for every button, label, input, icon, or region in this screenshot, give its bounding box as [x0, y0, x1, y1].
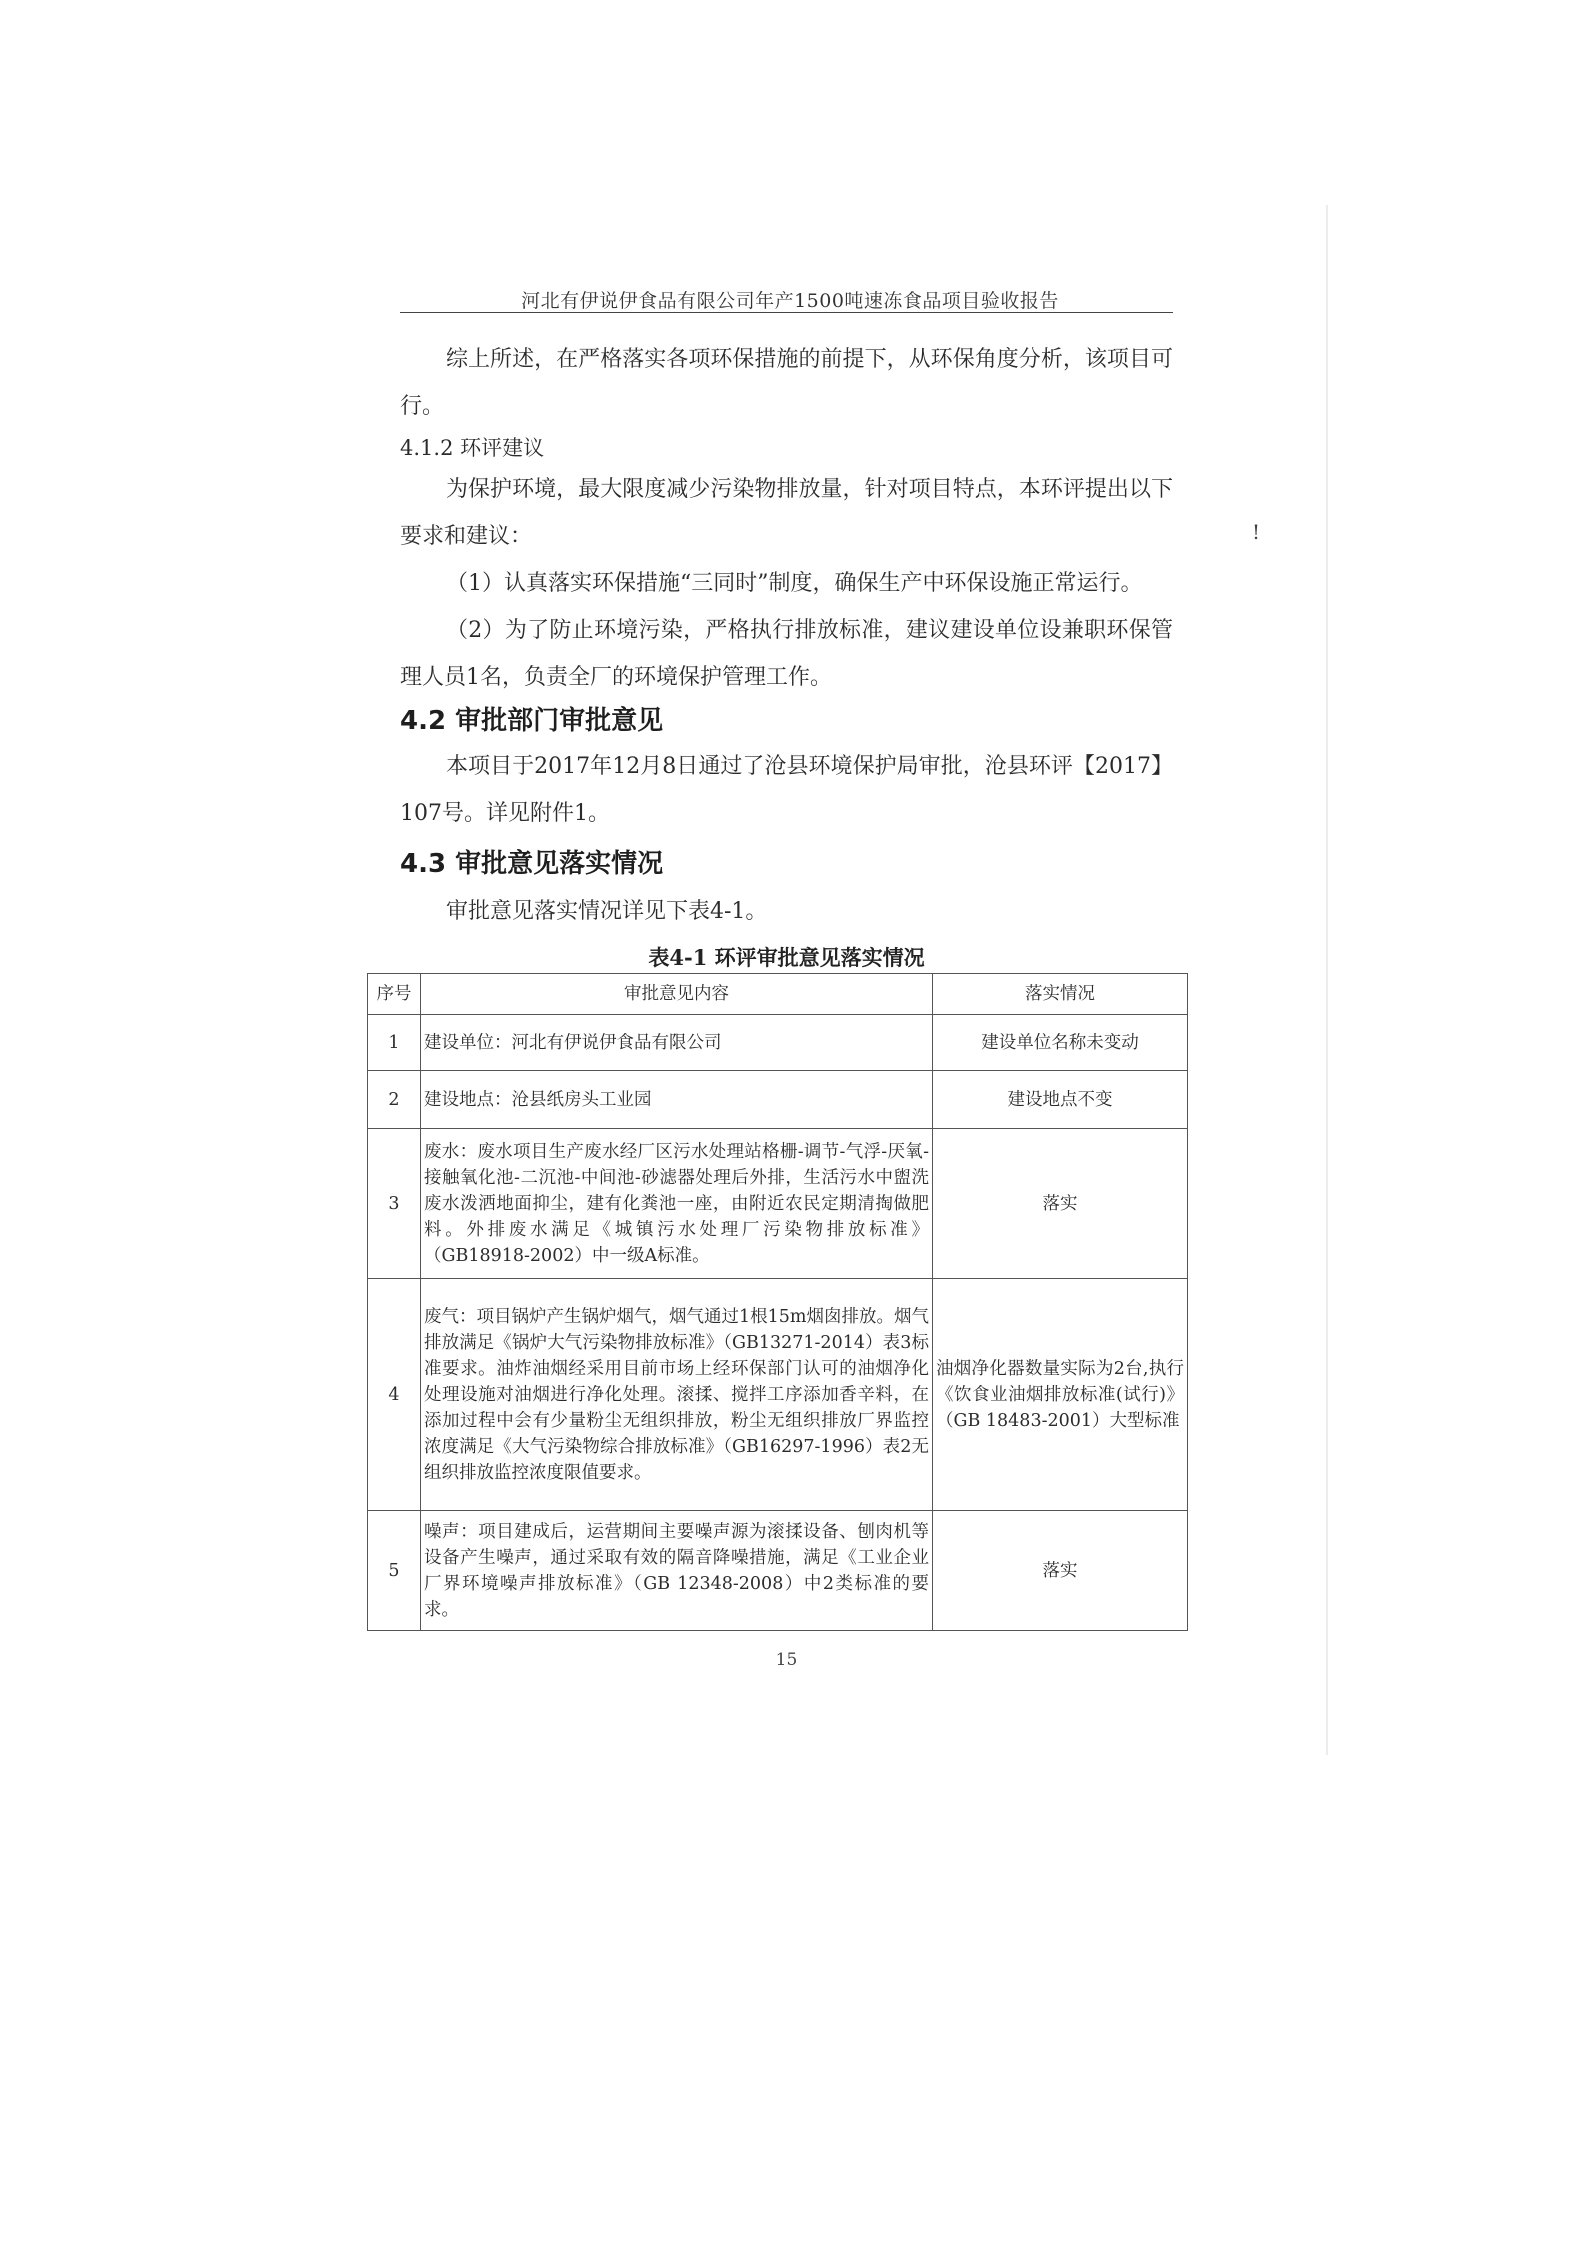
recommendation-item-1: （1）认真落实环保措施“三同时”制度，确保生产中环保设施正常运行。 — [446, 571, 1143, 596]
row-num: 5 — [368, 1511, 421, 1631]
row-status: 落实 — [933, 1129, 1188, 1279]
page-number: 15 — [775, 1650, 798, 1670]
row-content: 建设地点：沧县纸房头工业园 — [421, 1071, 933, 1129]
page-header: 河北有伊说伊食品有限公司年产1500吨速冻食品项目验收报告 — [521, 290, 1059, 312]
section-4-1-2-intro: 为保护环境，最大限度减少污染物排放量，针对项目特点，本环评提出以下要求和建议： — [400, 477, 1173, 549]
row-status: 建设单位名称未变动 — [933, 1015, 1188, 1071]
row-num: 4 — [368, 1279, 421, 1511]
row-status: 建设地点不变 — [933, 1071, 1188, 1129]
row-num: 3 — [368, 1129, 421, 1279]
margin-mark: ! — [1252, 520, 1261, 544]
approval-table — [367, 973, 1188, 1631]
table-row — [368, 1071, 1188, 1129]
row-num: 1 — [368, 1015, 421, 1071]
scan-edge-line — [1326, 205, 1328, 1755]
section-4-2-text: 本项目于2017年12月8日通过了沧县环境保护局审批，沧县环评【2017】107号。详见附件1。 — [400, 754, 1173, 826]
table-header-row — [368, 974, 1188, 1015]
table-row — [368, 1015, 1188, 1071]
header-content: 审批意见内容 — [421, 974, 933, 1015]
section-4-1-2-heading: 4.1.2 环评建议 — [400, 436, 545, 460]
row-content: 建设单位：河北有伊说伊食品有限公司 — [421, 1015, 933, 1071]
row-content: 噪声：项目建成后，运营期间主要噪声源为滚揉设备、刨肉机等设备产生噪声，通过采取有效的隔音降噪措施，满足《工业企业厂界环境噪声排放标准》（GB 12348-2008）中2类标准的要求。 — [421, 1511, 933, 1631]
row-num: 2 — [368, 1071, 421, 1129]
header-rule — [400, 312, 1173, 313]
row-status: 落实 — [933, 1511, 1188, 1631]
row-content: 废气：项目锅炉产生锅炉烟气，烟气通过1根15m烟囱排放。烟气排放满足《锅炉大气污染物排放标准》（GB13271-2014）表3标准要求。油炸油烟经采用目前市场上经环保部门认可的油烟净化处理设施对油烟进行净化处理。滚揉、搅拌工序添加香辛料，在添加过程中会有少量粉尘无组织排放，粉尘无组织排放厂界监控浓度满足《大气污染物综合排放标准》（GB16297-1996）表2无组织排放监控浓度限值要求。 — [421, 1279, 933, 1511]
table-row — [368, 1129, 1188, 1279]
table-caption: 表4-1 环评审批意见落实情况 — [648, 945, 925, 970]
section-4-3-heading: 4.3 审批意见落实情况 — [400, 849, 664, 879]
conclusion-paragraph: 综上所述，在严格落实各项环保措施的前提下，从环保角度分析，该项目可行。 — [400, 347, 1173, 419]
table-row — [368, 1511, 1188, 1631]
header-num: 序号 — [368, 974, 421, 1015]
table-row — [368, 1279, 1188, 1511]
row-content: 废水：废水项目生产废水经厂区污水处理站格栅-调节-气浮-厌氧-接触氧化池-二沉池-中间池-砂滤器处理后外排，生活污水中盥洗废水泼洒地面抑尘，建有化粪池一座，由附近农民定期清掏做肥料。外排废水满足《城镇污水处理厂污染物排放标准》（GB18918-2002）中一级A标准。 — [421, 1129, 933, 1279]
section-4-3-text: 审批意见落实情况详见下表4-1。 — [446, 899, 768, 924]
row-status: 油烟净化器数量实际为2台,执行《饮食业油烟排放标准(试行)》（GB 18483-2001）大型标准 — [933, 1279, 1188, 1511]
header-status: 落实情况 — [933, 974, 1188, 1015]
section-4-2-heading: 4.2 审批部门审批意见 — [400, 706, 664, 736]
recommendation-item-2: （2）为了防止环境污染，严格执行排放标准，建议建设单位设兼职环保管理人员1名，负责全厂的环境保护管理工作。 — [400, 618, 1173, 690]
